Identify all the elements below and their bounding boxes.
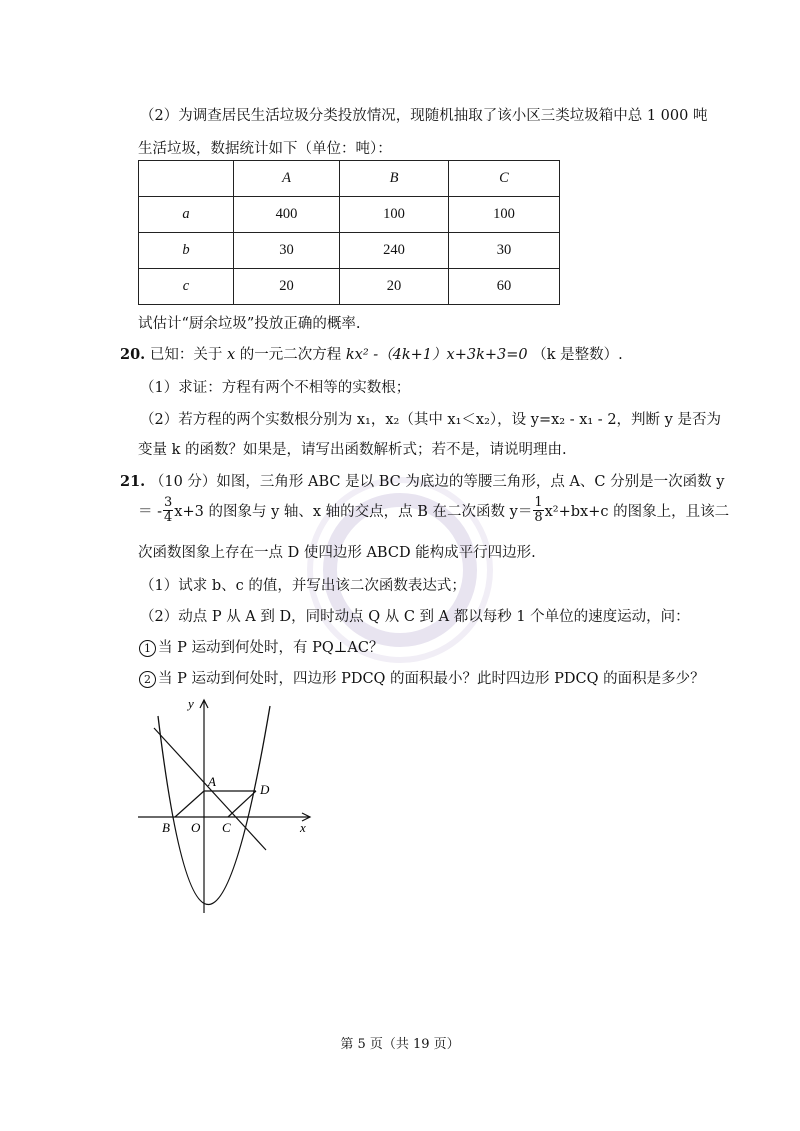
q20-stem-pre: 已知：关于 — [149, 347, 223, 363]
q20-var-x: x — [226, 347, 236, 363]
table-header-row — [139, 161, 560, 197]
page-footer: 第 5 页（共 19 页） — [340, 1037, 460, 1052]
label-a: A — [208, 774, 216, 789]
q20-stem — [120, 343, 623, 364]
table-cell: 20 — [234, 269, 340, 305]
part2-question: 试估计“厨余垃圾”投放正确的概率. — [138, 316, 361, 332]
table-row — [139, 269, 560, 305]
table-row-label: c — [139, 269, 234, 305]
q21-line2-post: x²+bx+c 的图象上，且该二 — [544, 504, 730, 520]
q21-item2-text: 当 P 运动到何处时，四边形 PDCQ 的面积最小？此时四边形 PDCQ 的面积是多少？ — [158, 671, 705, 687]
q21-item1-text: 当 P 运动到何处时，有 PQ⊥AC？ — [158, 640, 384, 656]
q20-sub2-line1: （2）若方程的两个实数根分别为 x₁，x₂（其中 x₁＜x₂），设 y=x₂ - x₁ - 2，判断 y 是否为 — [140, 412, 721, 428]
table-row-label: b — [139, 233, 234, 269]
q20-number: 20. — [120, 346, 146, 363]
table-header-cell: B — [340, 161, 449, 197]
function-graph-figure — [130, 688, 320, 918]
q21-sub2: （2）动点 P 从 A 到 D，同时动点 Q 从 C 到 A 都以每秒 1 个单位的速度运动，问： — [140, 609, 690, 625]
fraction-denominator: 4 — [164, 510, 173, 525]
q20-equation: kx² -（4k+1）x+3k+3=0 — [345, 347, 528, 363]
fraction-three-quarters — [163, 496, 173, 525]
table-cell: 100 — [340, 197, 449, 233]
table-cell: 30 — [234, 233, 340, 269]
part2-intro-line2: 生活垃圾，数据统计如下（单位：吨）： — [138, 141, 392, 157]
q21-line3: 次函数图象上存在一点 D 使四边形 ABCD 能构成平行四边形. — [138, 545, 536, 561]
table-cell: 20 — [340, 269, 449, 305]
q21-item1 — [139, 636, 383, 657]
table-cell: 30 — [449, 233, 560, 269]
table-row-label: a — [139, 197, 234, 233]
q21-line2-pre: ＝ - — [138, 504, 163, 520]
segment-ab — [175, 791, 204, 817]
q20-stem-post: （k 是整数）. — [532, 347, 623, 363]
table-cell: 400 — [234, 197, 340, 233]
table-cell: 240 — [340, 233, 449, 269]
table-row — [139, 233, 560, 269]
table-row — [139, 197, 560, 233]
circled-number: 1 — [139, 640, 156, 657]
label-c: C — [222, 820, 231, 835]
label-y: y — [188, 696, 194, 711]
q20-sub1: （1）求证：方程有两个不相等的实数根； — [140, 380, 411, 396]
parabola-curve — [158, 706, 270, 905]
q21-number: 21. — [120, 473, 146, 490]
linear-function-line — [154, 728, 266, 850]
q21-line1 — [120, 470, 724, 491]
fraction-numerator: 3 — [164, 495, 173, 510]
label-d: D — [260, 782, 270, 797]
garbage-table — [138, 160, 560, 305]
q21-sub1: （1）试求 b、c 的值，并写出该二次函数表达式； — [140, 578, 466, 594]
q21-line2-mid: x+3 的图象与 y 轴、x 轴的交点，点 B 在二次函数 y＝ — [174, 504, 533, 520]
q21-item2 — [139, 667, 705, 688]
fraction-numerator: 1 — [534, 495, 543, 510]
table-header-cell: A — [234, 161, 340, 197]
q21-line2 — [138, 496, 729, 525]
part2-intro-line1: （2）为调查居民生活垃圾分类投放情况，现随机抽取了该小区三类垃圾箱中总 1 000 吨 — [140, 108, 708, 124]
q20-stem-mid: 的一元二次方程 — [239, 347, 342, 363]
label-o: O — [191, 820, 201, 835]
table-cell: 60 — [449, 269, 560, 305]
q20-sub2-line2: 变量 k 的函数？如果是，请写出函数解析式；若不是，请说明理由. — [138, 442, 567, 458]
table-cell — [139, 161, 234, 197]
segment-cd — [228, 791, 256, 817]
q21-line1-text: （10 分）如图，三角形 ABC 是以 BC 为底边的等腰三角形，点 A、C 分别是一次函数 y — [149, 474, 725, 490]
label-x: x — [300, 820, 306, 835]
table-header-cell: C — [449, 161, 560, 197]
circled-number: 2 — [139, 671, 156, 688]
fraction-one-eighth — [533, 496, 543, 525]
fraction-denominator: 8 — [534, 510, 543, 525]
table-cell: 100 — [449, 197, 560, 233]
label-b: B — [162, 820, 170, 835]
